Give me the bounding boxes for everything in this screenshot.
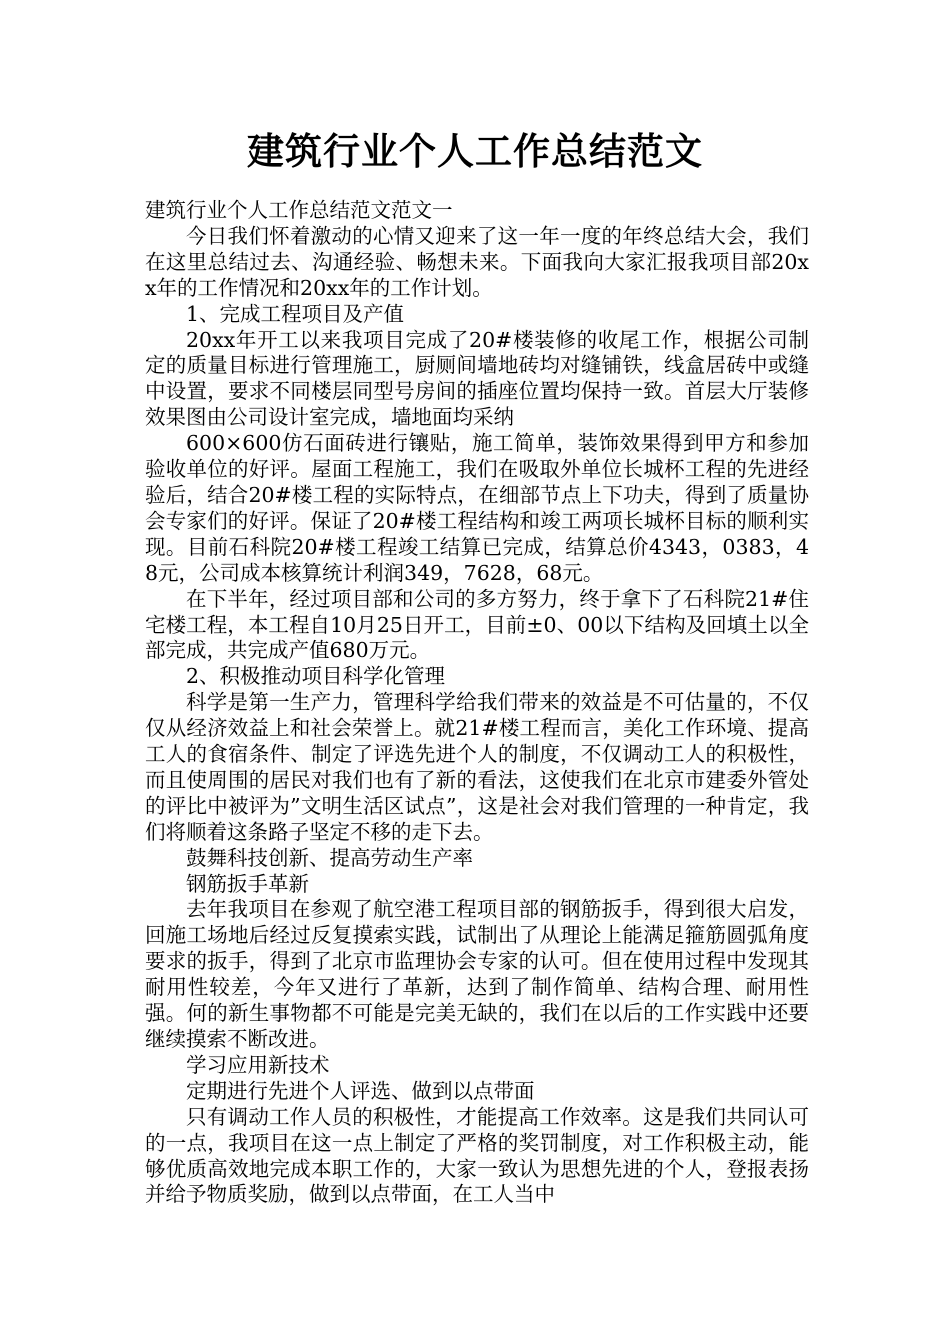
- paragraph: 20xx年开工以来我项目完成了20#楼装修的收尾工作，根据公司制定的质量目标进行管理施工，厨厕间墙地砖均对缝铺铁，线盒居砖中或缝中设置，要求不同楼层同型号房间的插座位置均保持一致。首层大厅装修效果图由公司设计室完成，墙地面均采纳: [145, 327, 809, 430]
- document-body: [145, 198, 809, 1208]
- paragraph-intro: 今日我们怀着激动的心情又迎来了这一年一度的年终总结大会，我们在这里总结过去、沟通经验、畅想未来。下面我向大家汇报我项目部20xx年的工作情况和20xx年的工作计划。: [145, 223, 809, 300]
- paragraph: 600×600仿石面砖进行镶贴，施工简单，装饰效果得到甲方和参加验收单位的好评。屋面工程施工，我们在吸取外单位长城杯工程的先进经验后，结合20#楼工程的实际特点，在细部节点上下功夫，得到了质量协会专家们的好评。保证了20#楼工程结构和竣工两项长城杯目标的顺利实现。目前石科院20#楼工程竣工结算已完成，结算总价4343，0383，48元，公司成本核算统计利润349，7628，68元。: [145, 431, 809, 585]
- section-subtitle: 建筑行业个人工作总结范文范文一: [145, 198, 453, 222]
- section-heading-2: 2、积极推动项目科学化管理: [186, 664, 446, 689]
- paragraph: 科学是第一生产力，管理科学给我们带来的效益是不可估量的，不仅仅从经济效益上和社会荣誉上。就21#楼工程而言，美化工作环境、提高工人的食宿条件、制定了评选先进个人的制度，不仅调动工人的积极性，而且使周围的居民对我们也有了新的看法，这使我们在北京市建委外管处的评比中被评为”文明生活区试点”，这是社会对我们管理的一种肯定，我们将顺着这条路子坚定不移的走下去。: [145, 690, 809, 844]
- paragraph: 去年我项目在参观了航空港工程项目部的钢筋扳手，得到很大启发，回施工场地后经过反复摸索实践，试制出了从理论上能满足箍筋圆弧角度要求的扳手，得到了北京市监理协会专家的认可。但在使用过程中发现其耐用性较差，今年又进行了革新，达到了制作简单、结构合理、耐用性强。何的新生事物都不可能是完美无缺的，我们在以后的工作实践中还要继续摸索不断改进。: [145, 897, 809, 1051]
- document-title: 建筑行业个人工作总结范文: [247, 130, 703, 173]
- subsection-heading: 学习应用新技术: [186, 1052, 330, 1077]
- paragraph: 只有调动工作人员的积极性，才能提高工作效率。这是我们共同认可的一点，我项目在这一点上制定了严格的奖罚制度，对工作积极主动，能够优质高效地完成本职工作的，大家一致认为思想先进的个人，登报表扬并给予物质奖励，做到以点带面，在工人当中: [145, 1104, 809, 1207]
- subsection-heading: 鼓舞科技创新、提高劳动生产率: [186, 845, 473, 870]
- section-heading-1: 1、完成工程项目及产值: [186, 301, 405, 326]
- subsection-heading: 钢筋扳手革新: [186, 871, 309, 896]
- subsection-heading: 定期进行先进个人评选、做到以点带面: [186, 1078, 535, 1103]
- paragraph: 在下半年，经过项目部和公司的多方努力，终于拿下了石科院21#住宅楼工程，本工程自10月25日开工，目前±0、00以下结构及回填土以全部完成，共完成产值680万元。: [145, 586, 809, 663]
